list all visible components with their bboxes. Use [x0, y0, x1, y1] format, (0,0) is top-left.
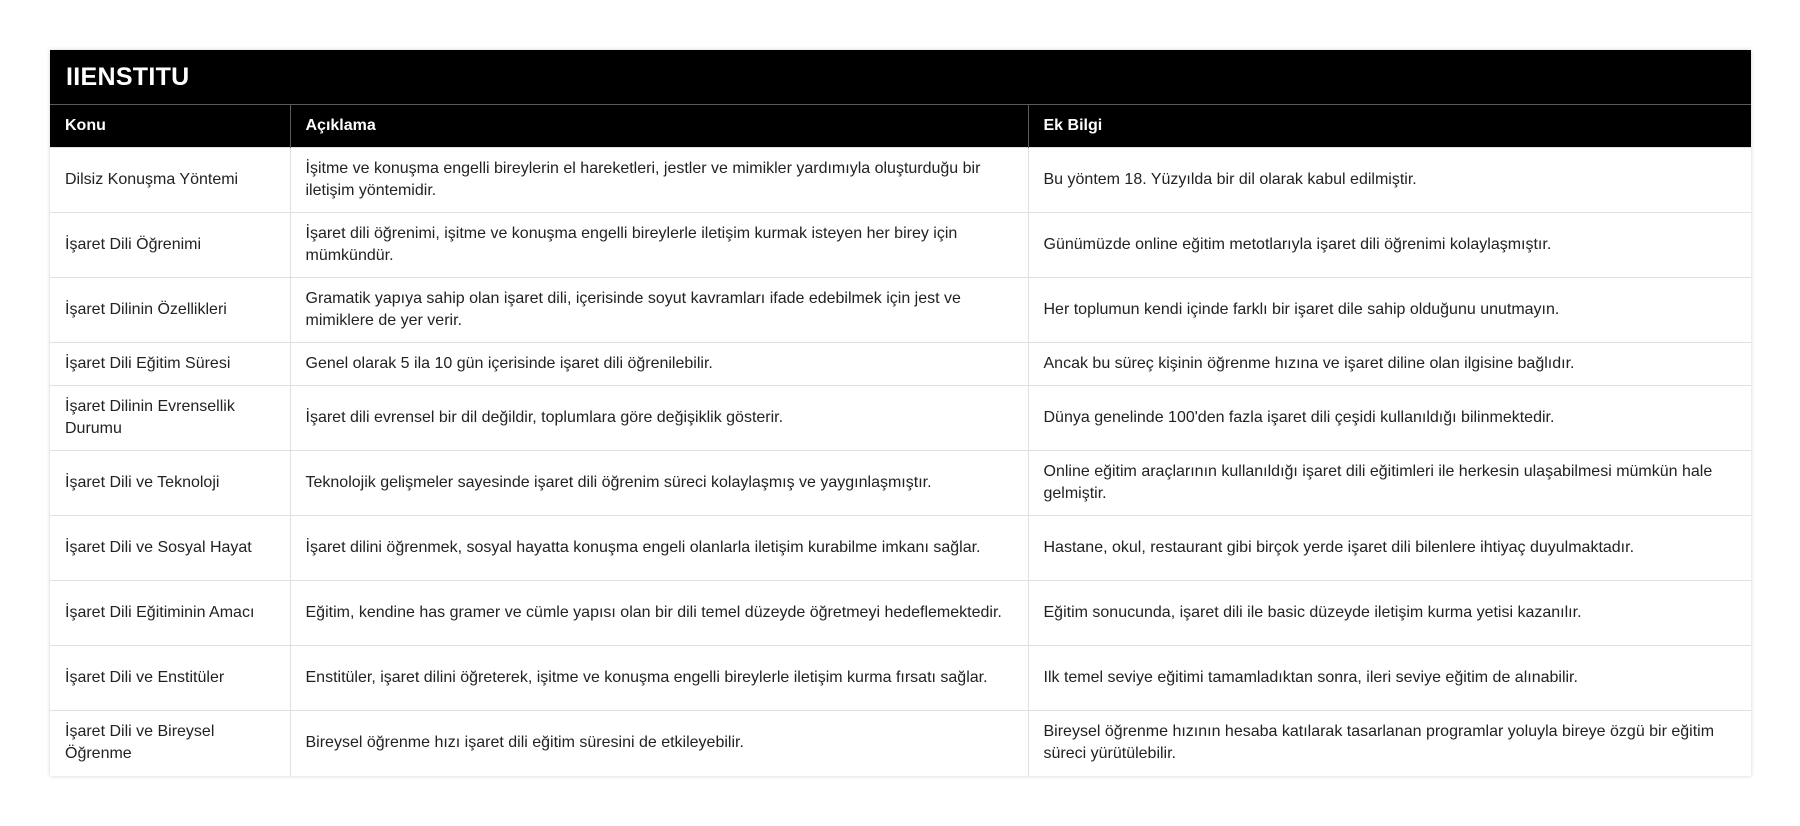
cell-konu: İşaret Dili ve Teknoloji: [50, 451, 290, 516]
cell-konu: İşaret Dilinin Özellikleri: [50, 278, 290, 343]
table-row: [50, 343, 1751, 386]
table-row: [50, 711, 1751, 776]
cell-konu: İşaret Dili ve Sosyal Hayat: [50, 516, 290, 581]
table-row: [50, 581, 1751, 646]
cell-konu: İşaret Dilinin Evrensellik Durumu: [50, 386, 290, 451]
cell-ek-bilgi: Ancak bu süreç kişinin öğrenme hızına ve işaret diline olan ilgisine bağlıdır.: [1028, 343, 1751, 386]
cell-konu: İşaret Dili Eğitim Süresi: [50, 343, 290, 386]
table-row: [50, 516, 1751, 581]
cell-konu: İşaret Dili Öğrenimi: [50, 213, 290, 278]
cell-ek-bilgi: Günümüzde online eğitim metotlarıyla işaret dili öğrenimi kolaylaşmıştır.: [1028, 213, 1751, 278]
cell-aciklama: Genel olarak 5 ila 10 gün içerisinde işaret dili öğrenilebilir.: [290, 343, 1028, 386]
table-header-row: [50, 105, 1751, 148]
header-konu: Konu: [50, 105, 290, 148]
cell-aciklama: Enstitüler, işaret dilini öğreterek, işitme ve konuşma engelli bireylerle iletişim kurma fırsatı sağlar.: [290, 646, 1028, 711]
table-row: [50, 451, 1751, 516]
brand-title: IIENSTITU: [50, 50, 1751, 104]
cell-aciklama: İşaret dili öğrenimi, işitme ve konuşma engelli bireylerle iletişim kurmak isteyen her birey için mümkündür.: [290, 213, 1028, 278]
cell-konu: İşaret Dili Eğitiminin Amacı: [50, 581, 290, 646]
cell-ek-bilgi: Online eğitim araçlarının kullanıldığı işaret dili eğitimleri ile herkesin ulaşabilmesi mümkün hale gelmiştir.: [1028, 451, 1751, 516]
header-aciklama: Açıklama: [290, 105, 1028, 148]
info-table: [50, 104, 1751, 776]
table-row: [50, 646, 1751, 711]
table-row: [50, 278, 1751, 343]
table-row: [50, 148, 1751, 213]
cell-ek-bilgi: Eğitim sonucunda, işaret dili ile basic düzeyde iletişim kurma yetisi kazanılır.: [1028, 581, 1751, 646]
cell-ek-bilgi: Bu yöntem 18. Yüzyılda bir dil olarak kabul edilmiştir.: [1028, 148, 1751, 213]
info-table-card: [50, 50, 1751, 776]
cell-aciklama: İşaret dilini öğrenmek, sosyal hayatta konuşma engeli olanlarla iletişim kurabilme imkanı sağlar.: [290, 516, 1028, 581]
cell-aciklama: İşitme ve konuşma engelli bireylerin el hareketleri, jestler ve mimikler yardımıyla oluşturduğu bir iletişim yöntemidir.: [290, 148, 1028, 213]
cell-ek-bilgi: Ilk temel seviye eğitimi tamamladıktan sonra, ileri seviye eğitim de alınabilir.: [1028, 646, 1751, 711]
cell-ek-bilgi: Dünya genelinde 100'den fazla işaret dili çeşidi kullanıldığı bilinmektedir.: [1028, 386, 1751, 451]
cell-aciklama: Eğitim, kendine has gramer ve cümle yapısı olan bir dili temel düzeyde öğretmeyi hedeflemektedir.: [290, 581, 1028, 646]
cell-aciklama: Teknolojik gelişmeler sayesinde işaret dili öğrenim süreci kolaylaşmış ve yaygınlaşmıştır.: [290, 451, 1028, 516]
table-row: [50, 386, 1751, 451]
cell-aciklama: Gramatik yapıya sahip olan işaret dili, içerisinde soyut kavramları ifade edebilmek için jest ve mimiklere de yer verir.: [290, 278, 1028, 343]
cell-ek-bilgi: Bireysel öğrenme hızının hesaba katılarak tasarlanan programlar yoluyla bireye özgü bir eğitim süreci yürütülebilir.: [1028, 711, 1751, 776]
cell-konu: İşaret Dili ve Enstitüler: [50, 646, 290, 711]
cell-ek-bilgi: Her toplumun kendi içinde farklı bir işaret dile sahip olduğunu unutmayın.: [1028, 278, 1751, 343]
cell-aciklama: Bireysel öğrenme hızı işaret dili eğitim süresini de etkileyebilir.: [290, 711, 1028, 776]
cell-konu: Dilsiz Konuşma Yöntemi: [50, 148, 290, 213]
cell-konu: İşaret Dili ve Bireysel Öğrenme: [50, 711, 290, 776]
cell-ek-bilgi: Hastane, okul, restaurant gibi birçok yerde işaret dili bilenlere ihtiyaç duyulmaktadır.: [1028, 516, 1751, 581]
header-ek-bilgi: Ek Bilgi: [1028, 105, 1751, 148]
table-row: [50, 213, 1751, 278]
cell-aciklama: İşaret dili evrensel bir dil değildir, toplumlara göre değişiklik gösterir.: [290, 386, 1028, 451]
